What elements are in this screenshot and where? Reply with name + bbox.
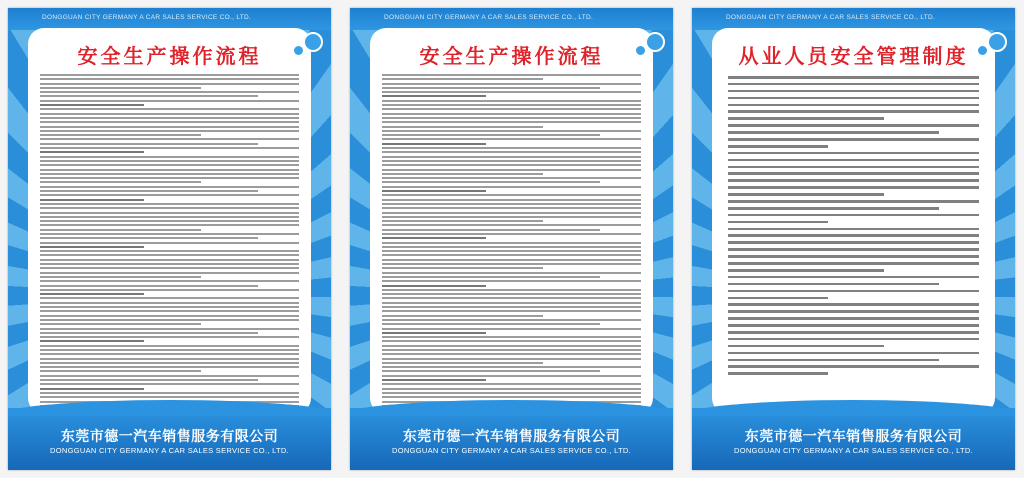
text-line: [728, 221, 828, 224]
text-line: [728, 228, 979, 231]
content-panel: [712, 28, 995, 414]
text-line: [40, 383, 299, 385]
text-line: [40, 366, 299, 368]
text-line: [40, 319, 299, 321]
text-line: [382, 113, 641, 115]
text-line: [728, 372, 828, 375]
text-line: [382, 328, 641, 330]
text-line: [382, 383, 641, 385]
poster-staff-safety-rules: [692, 8, 1015, 470]
text-line: [382, 254, 641, 256]
decorative-bubble: [987, 32, 1007, 52]
text-line: [382, 250, 641, 252]
text-line: [382, 233, 641, 235]
decorative-bubble: [292, 44, 305, 57]
text-line: [728, 214, 979, 217]
text-line: [40, 126, 299, 128]
text-line: [382, 160, 641, 162]
text-line: [382, 143, 486, 145]
text-line: [728, 124, 979, 127]
text-line: [382, 345, 641, 347]
text-line: [40, 143, 258, 145]
body-text-block: [728, 76, 979, 408]
text-line: [40, 242, 299, 244]
poster-title: 安全生产操作流程: [77, 44, 262, 68]
text-line: [382, 203, 641, 205]
footer-banner: [692, 408, 1015, 470]
text-line: [728, 186, 979, 189]
text-line: [382, 212, 641, 214]
text-line: [40, 280, 299, 282]
text-line: [40, 216, 299, 218]
text-line: [40, 328, 299, 330]
text-line: [728, 172, 979, 175]
text-line: [40, 87, 201, 89]
text-line: [40, 396, 299, 398]
text-line: [382, 336, 641, 338]
text-line: [728, 324, 979, 327]
footer-company-cn: 东莞市德一汽车销售服务有限公司: [744, 429, 963, 445]
text-line: [728, 179, 979, 182]
text-line: [40, 177, 299, 179]
footer-banner: [350, 408, 673, 470]
text-line: [382, 164, 641, 166]
text-line: [40, 181, 201, 183]
text-line: [40, 151, 144, 153]
text-line: [382, 199, 641, 201]
text-line: [728, 365, 979, 368]
text-line: [728, 283, 939, 286]
text-line: [382, 156, 641, 158]
text-line: [382, 375, 641, 377]
text-line: [40, 246, 144, 248]
text-line: [382, 302, 641, 304]
text-line: [40, 229, 201, 231]
decorative-bubble: [976, 44, 989, 57]
text-line: [728, 152, 979, 155]
text-line: [382, 315, 543, 317]
text-line: [382, 104, 641, 106]
text-line: [40, 289, 299, 291]
text-line: [382, 289, 641, 291]
text-line: [728, 338, 979, 341]
text-line: [382, 173, 543, 175]
text-line: [382, 121, 641, 123]
text-line: [40, 91, 299, 93]
text-line: [728, 241, 979, 244]
poster-title: 安全生产操作流程: [419, 44, 604, 68]
text-line: [40, 379, 258, 381]
text-line: [40, 293, 144, 295]
text-line: [40, 173, 299, 175]
text-line: [382, 87, 600, 89]
decorative-bubble: [634, 44, 647, 57]
text-line: [40, 212, 299, 214]
text-line: [728, 255, 979, 258]
text-line: [382, 349, 641, 351]
top-company-name: DONGGUAN CITY GERMANY A CAR SALES SERVICE CO., LTD.: [726, 14, 936, 21]
content-panel: [370, 28, 653, 414]
text-line: [382, 229, 600, 231]
poster-title: 从业人员安全管理制度: [738, 44, 969, 68]
text-line: [382, 310, 641, 312]
decorative-bubble: [645, 32, 665, 52]
text-line: [40, 362, 299, 364]
text-line: [40, 345, 299, 347]
text-line: [382, 353, 641, 355]
text-line: [40, 267, 299, 269]
text-line: [40, 233, 299, 235]
text-line: [382, 370, 600, 372]
text-line: [382, 169, 641, 171]
text-line: [382, 237, 486, 239]
text-line: [382, 319, 641, 321]
text-line: [382, 323, 600, 325]
text-line: [40, 134, 201, 136]
footer-company-en: DONGGUAN CITY GERMANY A CAR SALES SERVICE CO., LTD.: [392, 446, 631, 455]
text-line: [40, 263, 299, 265]
text-line: [40, 199, 144, 201]
text-line: [728, 207, 939, 210]
text-line: [382, 74, 641, 76]
text-line: [382, 95, 486, 97]
text-line: [40, 340, 144, 342]
text-line: [40, 160, 299, 162]
text-line: [40, 370, 201, 372]
text-line: [728, 276, 979, 279]
text-line: [382, 83, 641, 85]
text-line: [40, 254, 299, 256]
content-panel: [28, 28, 311, 414]
text-line: [728, 90, 979, 93]
text-line: [382, 220, 543, 222]
text-line: [40, 375, 299, 377]
text-line: [40, 285, 258, 287]
text-line: [40, 315, 299, 317]
text-line: [728, 290, 979, 293]
text-line: [728, 104, 979, 107]
text-line: [382, 358, 641, 360]
text-line: [728, 352, 979, 355]
text-line: [382, 263, 641, 265]
text-line: [728, 110, 979, 113]
text-line: [40, 302, 299, 304]
text-line: [40, 220, 299, 222]
text-line: [382, 396, 641, 398]
text-line: [382, 181, 600, 183]
text-line: [40, 130, 299, 132]
text-line: [382, 190, 486, 192]
text-line: [382, 246, 641, 248]
text-line: [40, 332, 258, 334]
text-line: [40, 297, 299, 299]
text-line: [382, 362, 543, 364]
text-line: [40, 388, 144, 390]
text-line: [40, 100, 299, 102]
text-line: [40, 336, 299, 338]
text-line: [40, 156, 299, 158]
text-line: [40, 121, 299, 123]
text-line: [40, 392, 299, 394]
text-line: [40, 203, 299, 205]
text-line: [40, 276, 201, 278]
text-line: [40, 104, 144, 106]
text-line: [382, 117, 641, 119]
text-line: [728, 131, 939, 134]
text-line: [382, 242, 641, 244]
text-line: [382, 177, 641, 179]
text-line: [382, 207, 641, 209]
text-line: [382, 306, 641, 308]
footer-banner: [8, 408, 331, 470]
text-line: [728, 76, 979, 79]
text-line: [382, 151, 641, 153]
text-line: [382, 340, 641, 342]
text-line: [40, 190, 258, 192]
text-line: [382, 134, 600, 136]
footer-company-cn: 东莞市德一汽车销售服务有限公司: [60, 429, 279, 445]
footer-company-en: DONGGUAN CITY GERMANY A CAR SALES SERVICE CO., LTD.: [734, 446, 973, 455]
text-line: [40, 74, 299, 76]
text-line: [382, 366, 641, 368]
body-text-block: [40, 74, 299, 408]
text-line: [728, 345, 884, 348]
text-line: [40, 250, 299, 252]
text-line: [382, 130, 641, 132]
text-line: [40, 117, 299, 119]
text-line: [728, 359, 939, 362]
text-line: [728, 248, 979, 251]
poster-safety-procedure-1: [8, 8, 331, 470]
text-line: [382, 224, 641, 226]
text-line: [728, 117, 884, 120]
footer-company-en: DONGGUAN CITY GERMANY A CAR SALES SERVICE CO., LTD.: [50, 446, 289, 455]
text-line: [382, 108, 641, 110]
text-line: [728, 166, 979, 169]
text-line: [40, 259, 299, 261]
text-line: [382, 126, 543, 128]
text-line: [728, 262, 979, 265]
text-line: [382, 78, 543, 80]
text-line: [40, 108, 299, 110]
text-line: [382, 297, 641, 299]
text-line: [40, 147, 299, 149]
text-line: [728, 234, 979, 237]
text-line: [40, 95, 258, 97]
text-line: [728, 193, 884, 196]
text-line: [382, 276, 600, 278]
text-line: [728, 159, 979, 162]
text-line: [40, 310, 299, 312]
text-line: [382, 280, 641, 282]
text-line: [40, 78, 299, 80]
text-line: [382, 272, 641, 274]
text-line: [40, 194, 299, 196]
text-line: [728, 303, 979, 306]
text-line: [40, 358, 299, 360]
text-line: [40, 272, 299, 274]
text-line: [728, 97, 979, 100]
text-line: [40, 353, 299, 355]
text-line: [382, 138, 641, 140]
top-company-name: DONGGUAN CITY GERMANY A CAR SALES SERVICE CO., LTD.: [384, 14, 594, 21]
text-line: [382, 216, 641, 218]
text-line: [382, 267, 543, 269]
text-line: [728, 310, 979, 313]
text-line: [40, 323, 201, 325]
text-line: [382, 388, 641, 390]
text-line: [40, 306, 299, 308]
text-line: [382, 186, 641, 188]
text-line: [728, 269, 884, 272]
text-line: [40, 224, 299, 226]
text-line: [382, 194, 641, 196]
text-line: [382, 293, 641, 295]
text-line: [40, 207, 299, 209]
poster-safety-procedure-2: [350, 8, 673, 470]
text-line: [40, 169, 299, 171]
top-company-name: DONGGUAN CITY GERMANY A CAR SALES SERVICE CO., LTD.: [42, 14, 252, 21]
text-line: [728, 317, 979, 320]
text-line: [728, 200, 979, 203]
text-line: [40, 113, 299, 115]
text-line: [40, 164, 299, 166]
text-line: [382, 147, 641, 149]
text-line: [40, 237, 258, 239]
text-line: [40, 349, 299, 351]
text-line: [728, 297, 828, 300]
text-line: [382, 392, 641, 394]
text-line: [728, 145, 828, 148]
body-text-block: [382, 74, 641, 408]
text-line: [382, 332, 486, 334]
footer-company-cn: 东莞市德一汽车销售服务有限公司: [402, 429, 621, 445]
text-line: [728, 138, 979, 141]
text-line: [728, 83, 979, 86]
text-line: [382, 285, 486, 287]
text-line: [728, 331, 979, 334]
decorative-bubble: [303, 32, 323, 52]
text-line: [40, 186, 299, 188]
text-line: [382, 379, 486, 381]
text-line: [382, 100, 641, 102]
text-line: [40, 138, 299, 140]
text-line: [382, 259, 641, 261]
text-line: [40, 83, 299, 85]
text-line: [382, 91, 641, 93]
